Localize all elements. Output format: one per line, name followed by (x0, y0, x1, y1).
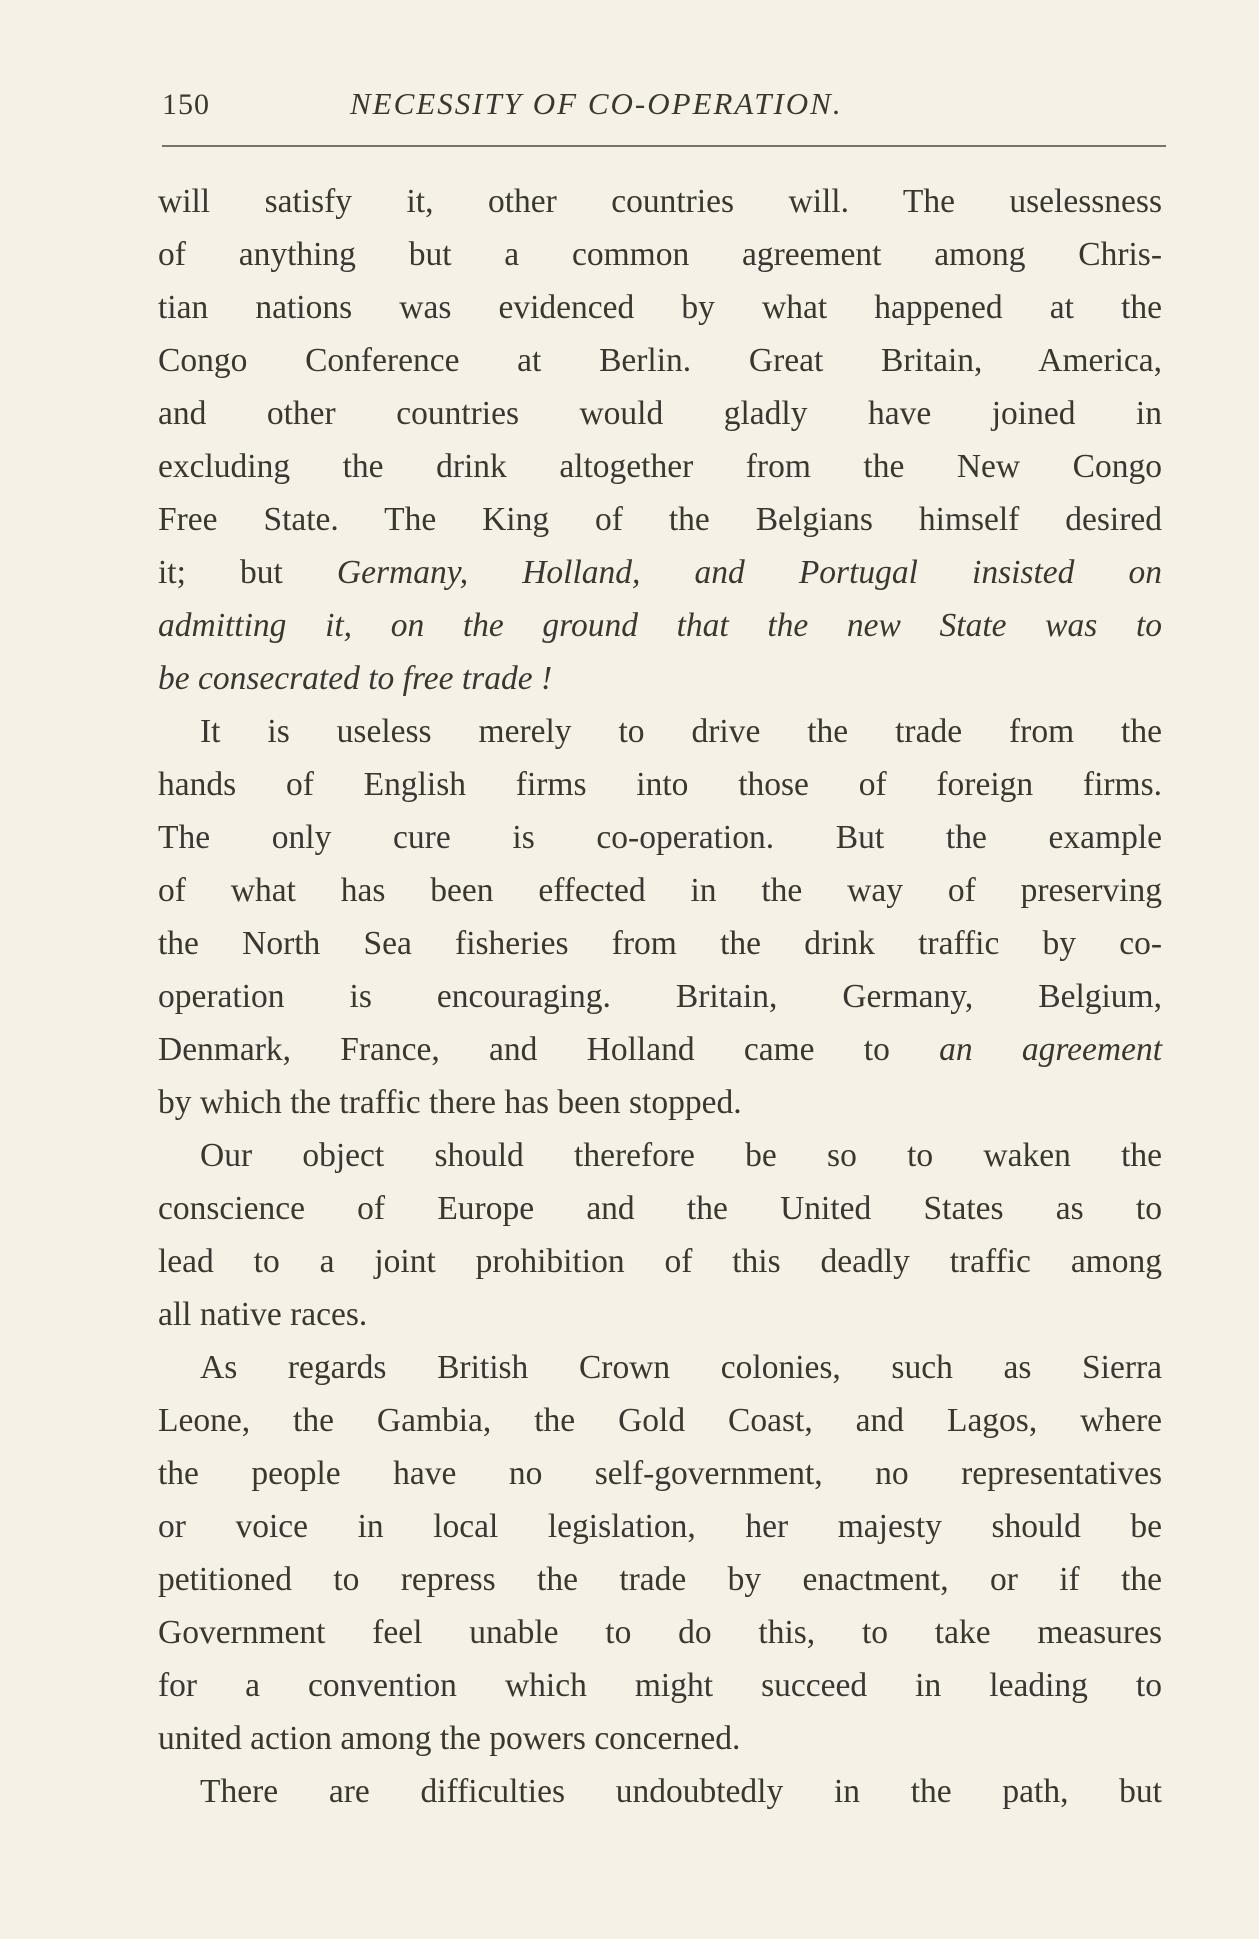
text-segment: Congo Conference at Berlin. Great Britain, America, (158, 342, 1162, 379)
text-segment: As regards British Crown colonies, such as Sierra (200, 1349, 1162, 1386)
text-segment: excluding the drink altogether from the New Congo (158, 448, 1162, 485)
text-line (158, 970, 1162, 1023)
text-line (158, 1659, 1162, 1712)
text-line (158, 440, 1162, 493)
text-line (158, 493, 1162, 546)
text-segment: the North Sea fisheries from the drink traffic by co- (158, 925, 1162, 962)
text-segment: Our object should therefore be so to waken the (200, 1137, 1162, 1174)
text-line (158, 758, 1162, 811)
page-header (150, 78, 1170, 128)
text-line (158, 175, 1162, 228)
text-line (158, 281, 1162, 334)
text-segment: or voice in local legislation, her majesty should be (158, 1508, 1162, 1545)
page-number: 150 (162, 88, 210, 121)
text-segment: united action among the powers concerned. (158, 1720, 741, 1757)
text-line (158, 652, 1162, 705)
text-line (158, 1235, 1162, 1288)
text-segment: will satisfy it, other countries will. The uselessness (158, 183, 1162, 220)
text-segment: Leone, the Gambia, the Gold Coast, and Lagos, where (158, 1402, 1162, 1439)
italic-text: be consecrated to free trade ! (158, 660, 553, 697)
text-line (158, 811, 1162, 864)
text-segment: Denmark, France, and Holland came to (158, 1031, 940, 1068)
text-segment: of what has been effected in the way of preserving (158, 872, 1162, 909)
text-segment: by which the traffic there has been stopped. (158, 1084, 742, 1121)
text-line (158, 599, 1162, 652)
text-segment: conscience of Europe and the United States as to (158, 1190, 1162, 1227)
text-line (158, 1288, 1162, 1341)
text-segment: lead to a joint prohibition of this deadly traffic among (158, 1243, 1162, 1280)
text-line (158, 1447, 1162, 1500)
text-segment: There are difficulties undoubtedly in the path, but (200, 1773, 1162, 1810)
text-segment: Government feel unable to do this, to take measures (158, 1614, 1162, 1651)
text-segment: petitioned to repress the trade by enactment, or if the (158, 1561, 1162, 1598)
text-line (158, 1341, 1162, 1394)
text-segment: it; but (158, 554, 337, 591)
text-line (158, 387, 1162, 440)
text-line (158, 1500, 1162, 1553)
text-segment: of anything but a common agreement among Chris- (158, 236, 1162, 273)
italic-text: an agreement (939, 1031, 1162, 1068)
text-segment: The only cure is co-operation. But the example (158, 819, 1162, 856)
text-segment: tian nations was evidenced by what happened at the (158, 289, 1162, 326)
text-segment: It is useless merely to drive the trade from the (200, 713, 1162, 750)
text-segment: the people have no self-government, no representatives (158, 1455, 1162, 1492)
text-segment: operation is encouraging. Britain, Germany, Belgium, (158, 978, 1162, 1015)
text-segment: Free State. The King of the Belgians himself desired (158, 501, 1162, 538)
body-text (158, 175, 1162, 1818)
text-line (158, 1182, 1162, 1235)
running-title: NECESSITY OF CO-OPERATION. (350, 86, 843, 121)
text-line (158, 917, 1162, 970)
text-line (158, 705, 1162, 758)
text-line (158, 864, 1162, 917)
text-line (158, 1765, 1162, 1818)
text-line (158, 1076, 1162, 1129)
text-segment: and other countries would gladly have joined in (158, 395, 1162, 432)
text-line (158, 1606, 1162, 1659)
text-line (158, 1023, 1162, 1076)
text-line (158, 1712, 1162, 1765)
header-rule (162, 145, 1166, 147)
text-line (158, 1394, 1162, 1447)
text-segment: all native races. (158, 1296, 368, 1333)
text-line (158, 334, 1162, 387)
text-line (158, 546, 1162, 599)
text-segment: hands of English firms into those of foreign firms. (158, 766, 1162, 803)
italic-text: Germany, Holland, and Portugal insisted on (336, 554, 1162, 591)
text-line (158, 1129, 1162, 1182)
text-segment: for a convention which might succeed in leading to (158, 1667, 1162, 1704)
text-line (158, 1553, 1162, 1606)
italic-text: admitting it, on the ground that the new State was to (158, 607, 1162, 644)
text-line (158, 228, 1162, 281)
